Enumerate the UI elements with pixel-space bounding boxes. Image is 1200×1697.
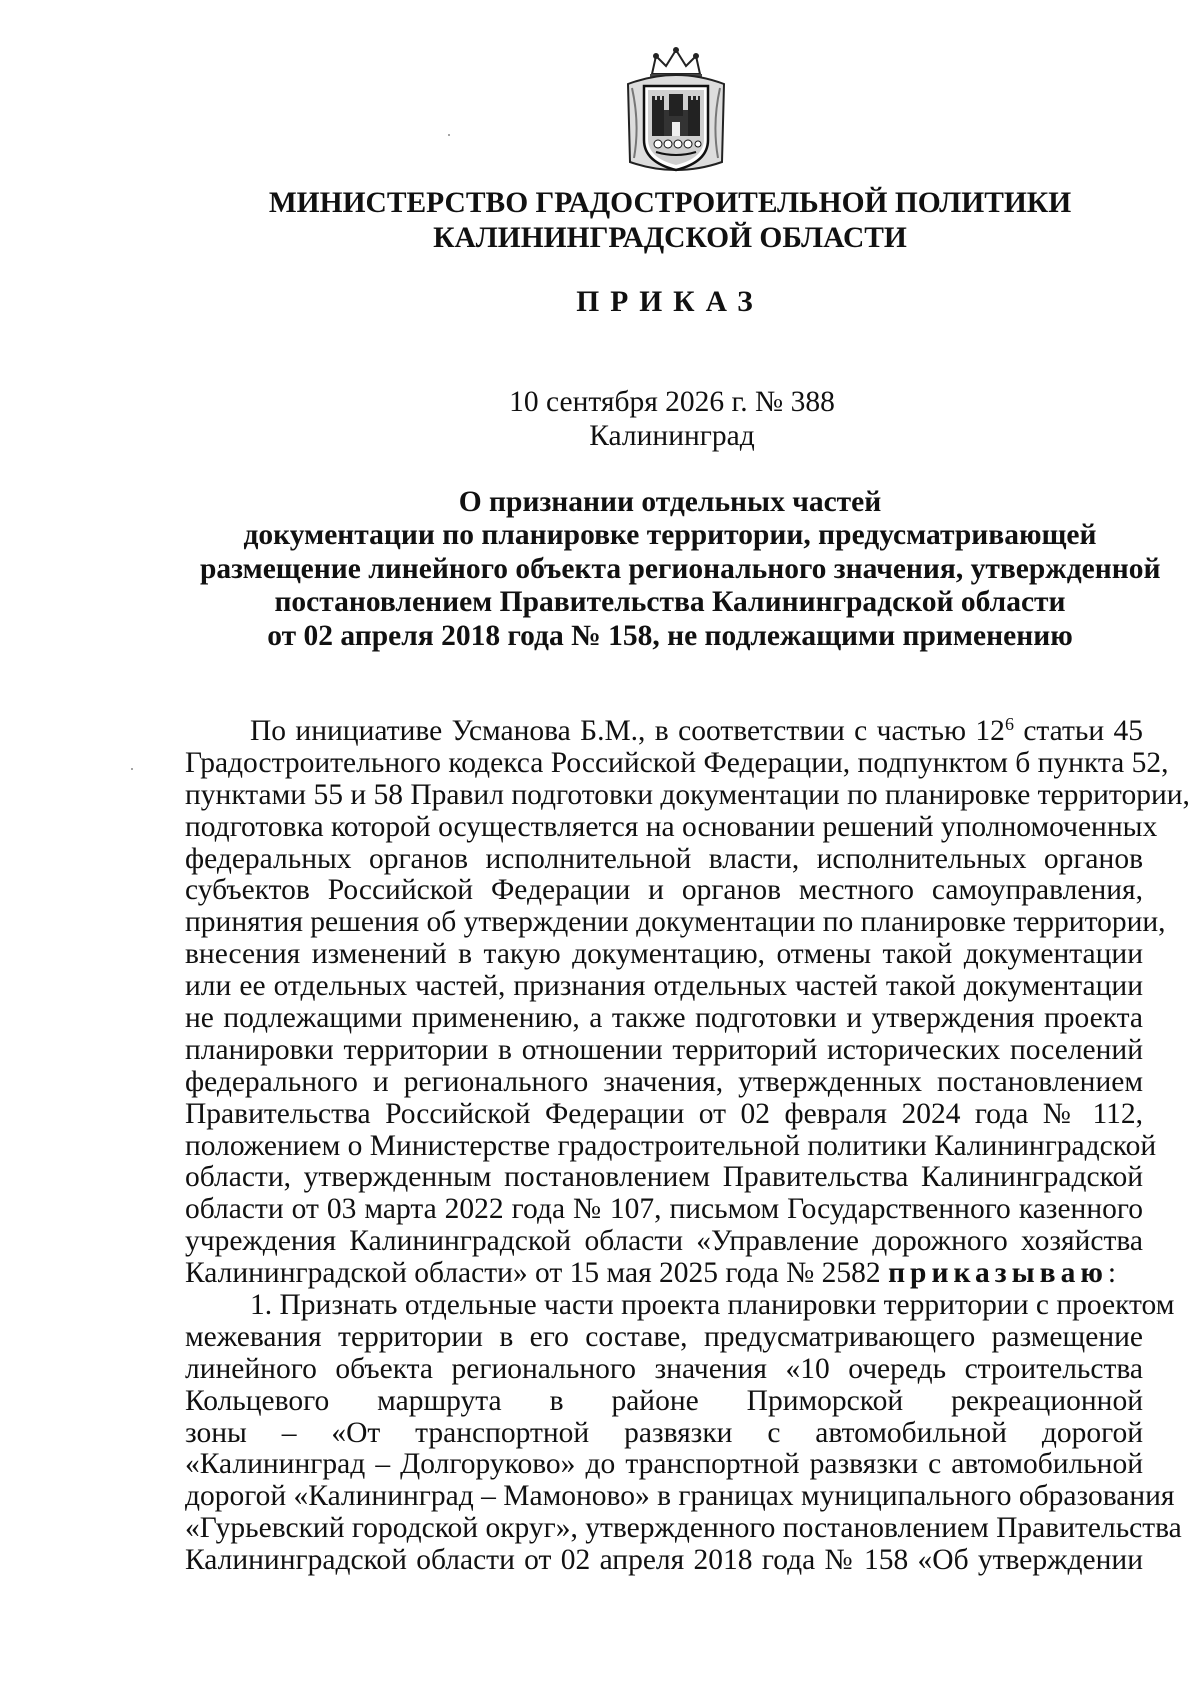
preamble-line: области от 03 марта 2022 года № 107, письмом Государственного казенного [185, 1193, 1143, 1226]
preamble-text: : [1107, 1257, 1117, 1290]
order-title-line: размещение линейного объекта регионального значения, утвержденной [200, 552, 1161, 585]
preamble-line: субъектов Российской Федерации и органов местного самоуправления, [185, 874, 1143, 907]
item-1-line: 1. Признать отдельные части проекта планировки территории с проектом [250, 1289, 1175, 1321]
preamble-line: положением о Министерстве градостроительной политики Калининградской [185, 1129, 1157, 1162]
order-title-line: от 02 апреля 2018 года № 158, не подлежащими применению [267, 619, 1073, 652]
item-1-paragraph [185, 1289, 1182, 1577]
preamble-text: статьи 45 [1013, 715, 1143, 747]
preamble-line: федерального и регионального значения, утвержденных постановлением [185, 1065, 1143, 1098]
preamble-line: учреждения Калининградской области «Управление дорожного хозяйства [185, 1225, 1143, 1258]
preamble-line: внесения изменений в такую документацию, отмены такой документации [185, 938, 1143, 971]
coat-of-arms-emblem [622, 44, 730, 178]
order-title-line: О признании отдельных частей [458, 486, 882, 518]
item-1-line: дорогой «Калининград – Мамоново» в границах муниципального образования [185, 1480, 1175, 1513]
preamble-line: федеральных органов исполнительной власти, исполнительных органов [185, 842, 1143, 875]
order-title-line: постановлением Правительства Калининградской области [274, 586, 1066, 619]
preamble-text: По инициативе Усманова Б.М., в соответствии с частью 12 [250, 715, 1005, 747]
preamble-line: планировки территории в отношении территорий исторических поселений [185, 1033, 1143, 1066]
ministry-name-line-1: МИНИСТЕРСТВО ГРАДОСТРОИТЕЛЬНОЙ ПОЛИТИКИ [268, 187, 1072, 219]
order-title [200, 486, 1161, 653]
preamble-line: Градостроительного кодекса Российской Федерации, подпунктом б пункта 52, [185, 746, 1169, 779]
item-1-line: зоны – «От транспортной развязки с автомобильной дорогой [185, 1416, 1143, 1449]
preamble-line: Правительства Российской Федерации от 02 февраля 2024 года № 112, [185, 1097, 1143, 1130]
preamble-line: пунктами 55 и 58 Правил подготовки документации по планировке территории, [185, 778, 1190, 811]
preamble-line: принятия решения об утверждении документации по планировке территории, [185, 906, 1166, 939]
ministry-name-line-2: КАЛИНИНГРАДСКОЙ ОБЛАСТИ [433, 222, 907, 254]
preamble-line: не подлежащими применению, а также подготовки и утверждения проекта [185, 1002, 1143, 1035]
order-date-number: 10 сентября 2026 г. № 388 [509, 386, 835, 418]
order-keyword: приказываю [888, 1257, 1108, 1290]
preamble-paragraph [185, 714, 1190, 1290]
item-1-line: «Калининград – Долгоруково» до транспортной развязки с автомобильной [185, 1448, 1143, 1481]
preamble-line: или ее отдельных частей, признания отдельных частей такой документации [185, 970, 1143, 1003]
order-title-line: документации по планировке территории, предусматривающей [243, 519, 1097, 552]
preamble-line: подготовка которой осуществляется на основании решений уполномоченных [185, 810, 1158, 843]
item-1-line: линейного объекта регионального значения «10 очередь строительства [185, 1352, 1143, 1385]
preamble-first-line [185, 716, 1143, 748]
item-1-line: Калининградской области от 02 апреля 2018 года № 158 «Об утверждении [185, 1544, 1143, 1577]
superscript: 6 [1004, 714, 1014, 734]
order-city: Калининград [589, 420, 755, 452]
scan-speck [448, 134, 450, 136]
preamble-line: области, утвержденным постановлением Правительства Калининградской [185, 1161, 1143, 1194]
item-1-line: межевания территории в его составе, предусматривающего размещение [185, 1320, 1143, 1353]
document-type-heading: ПРИКАЗ [576, 286, 764, 318]
preamble-text: Калининградской области» от 15 мая 2025 года № 2582 [185, 1257, 889, 1290]
item-1-line: «Гурьевский городской округ», утвержденного постановлением Правительства [185, 1512, 1182, 1545]
item-1-line: Кольцевого маршрута в районе Приморской рекреационной [185, 1384, 1143, 1417]
preamble-last-line [185, 1258, 1143, 1290]
scan-speck [131, 768, 133, 770]
